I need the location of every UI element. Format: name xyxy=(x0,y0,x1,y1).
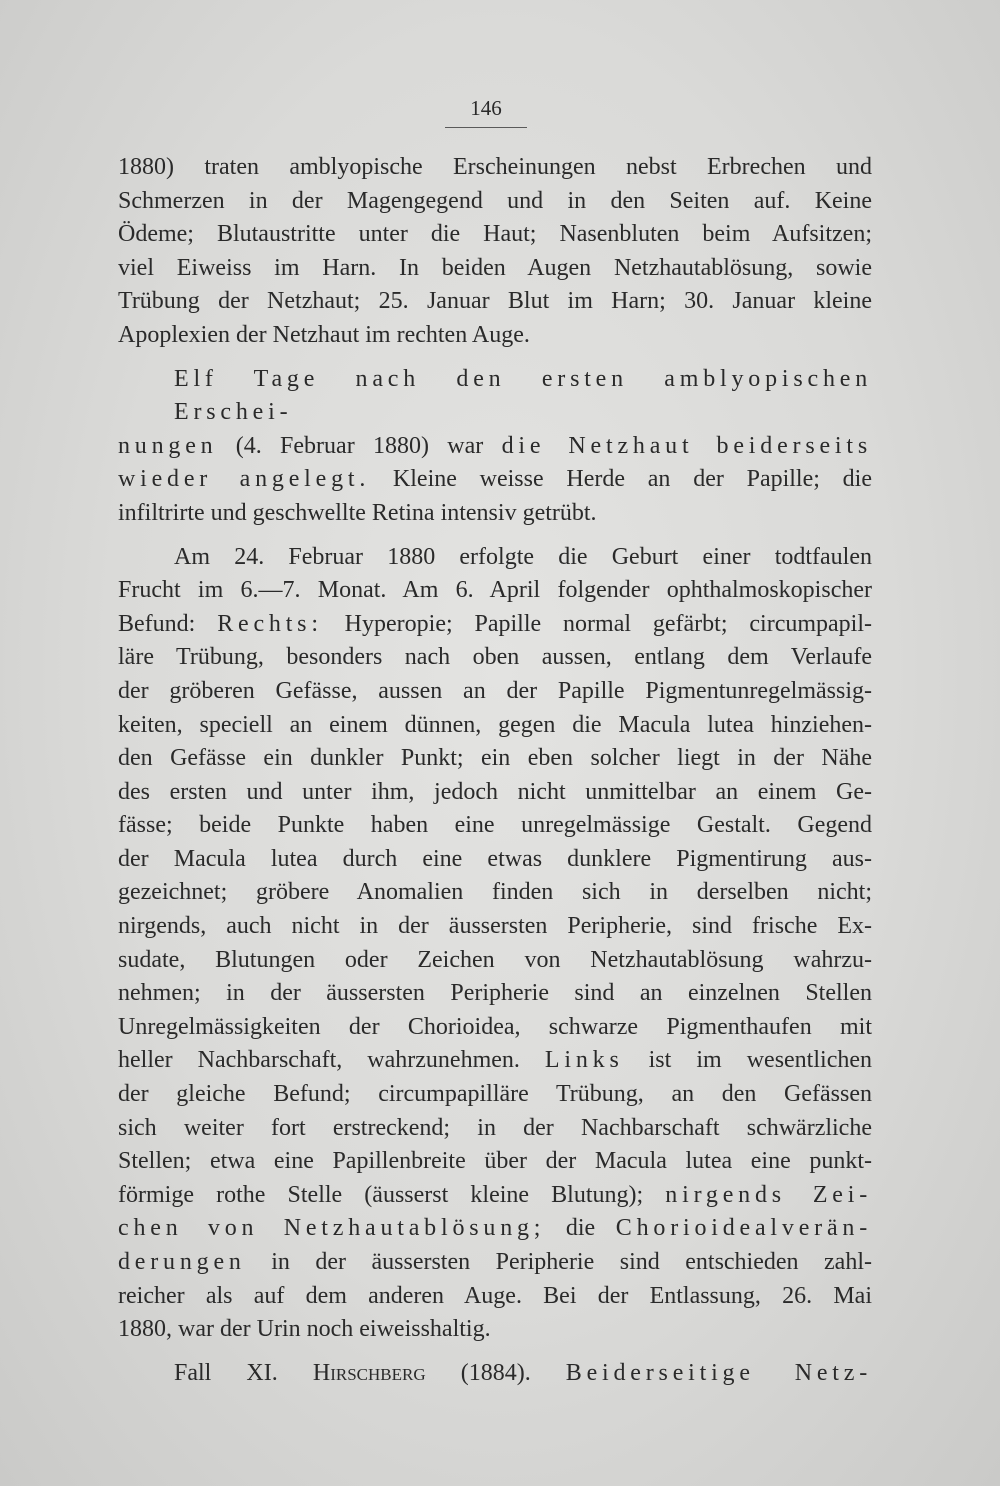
text-segment: (4. Februar 1880) war xyxy=(217,432,502,459)
body-text xyxy=(118,151,872,1390)
text-segment: sudate, Blutungen oder Zeichen von Netzhautablösung wahrzu- xyxy=(118,946,872,973)
spaced-emphasis: die Netzhaut beiderseits xyxy=(501,432,872,459)
text-segment: Befund: xyxy=(118,610,218,637)
text-line xyxy=(118,675,872,709)
text-segment: in der äussersten Peripherie sind entschieden zahl- xyxy=(245,1249,872,1275)
text-line xyxy=(118,285,872,319)
text-segment: gezeichnet; gröbere Anomalien finden sich in derselben nicht; xyxy=(118,879,872,906)
text-segment: Hyperopie; Papille normal gefärbt; circumpapil- xyxy=(322,610,872,637)
text-line xyxy=(118,1280,872,1314)
text-line xyxy=(118,1044,872,1078)
text-segment: förmige rothe Stelle (äusserst kleine Blutung); xyxy=(118,1181,666,1208)
text-segment: keiten, speciell an einem dünnen, gegen die Macula lutea hinziehen- xyxy=(118,711,872,738)
text-segment: den Gefässe ein dunkler Punkt; ein eben solcher liegt in der Nähe xyxy=(118,745,872,772)
spaced-emphasis: derungen xyxy=(118,1249,246,1275)
text-segment: Unregelmässigkeiten der Chorioidea, schwarze Pigmenthaufen mit xyxy=(118,1013,872,1040)
spaced-emphasis: Elf Tage nach den ersten amblyopischen Erschei- xyxy=(174,365,872,426)
text-segment: Stellen; etwa eine Papillenbreite über der Macula lutea eine punkt- xyxy=(118,1148,872,1175)
spaced-emphasis: Rechts: xyxy=(217,610,323,637)
text-segment: des ersten und unter ihm, jedoch nicht unmittelbar an einem Ge- xyxy=(118,778,872,805)
text-line xyxy=(118,1313,872,1347)
spaced-emphasis: nungen xyxy=(118,432,218,459)
text-segment: die xyxy=(545,1215,616,1242)
spaced-emphasis: Chorioidealverän- xyxy=(615,1215,872,1242)
paragraph xyxy=(118,151,872,353)
text-segment: Apoplexien der Netzhaut im rechten Auge. xyxy=(118,321,530,348)
text-line xyxy=(118,363,872,430)
text-segment: sich weiter fort erstreckend; in der Nachbarschaft schwärzliche xyxy=(118,1114,872,1141)
text-line xyxy=(118,944,872,978)
text-line xyxy=(118,151,872,185)
text-segment: 1880) traten amblyopische Erscheinungen nebst Erbrechen und xyxy=(118,154,872,180)
text-line xyxy=(118,1145,872,1179)
text-segment: 1880, war der Urin noch eiweisshaltig. xyxy=(118,1316,491,1343)
text-segment: Kleine weisse Herde an der Papille; die xyxy=(370,466,873,493)
text-segment: Trübung der Netzhaut; 25. Januar Blut im Harn; 30. Januar kleine xyxy=(118,288,872,315)
text-line xyxy=(118,541,872,575)
text-line xyxy=(118,709,872,743)
paragraph xyxy=(118,363,872,531)
text-segment: Fall XI. xyxy=(174,1359,313,1386)
text-line xyxy=(118,1357,872,1391)
text-line xyxy=(118,1179,872,1213)
text-segment: Frucht im 6.—7. Monat. Am 6. April folgender ophthalmoskopischer xyxy=(118,577,872,604)
text-segment: viel Eiweiss im Harn. In beiden Augen Netzhautablösung, sowie xyxy=(118,254,872,281)
paragraph xyxy=(118,541,872,1347)
text-line xyxy=(118,430,872,464)
text-line xyxy=(118,641,872,675)
text-line xyxy=(118,742,872,776)
page-number: 146 xyxy=(470,96,502,120)
text-line xyxy=(118,977,872,1011)
text-segment: fässe; beide Punkte haben eine unregelmässige Gestalt. Gegend xyxy=(118,812,872,839)
text-line xyxy=(118,1246,872,1280)
page-number-rule xyxy=(445,127,527,128)
text-line xyxy=(118,910,872,944)
spaced-emphasis: nirgends Zei- xyxy=(665,1181,873,1208)
spaced-emphasis: chen von Netzhautablösung; xyxy=(118,1215,546,1242)
text-line xyxy=(118,1212,872,1246)
text-segment: Am 24. Februar 1880 erfolgte die Geburt einer todtfaulen xyxy=(174,543,872,570)
text-line xyxy=(118,574,872,608)
text-line xyxy=(118,185,872,219)
text-line xyxy=(118,252,872,286)
text-line xyxy=(118,1078,872,1112)
text-segment: Schmerzen in der Magengegend und in den Seiten auf. Keine xyxy=(118,187,872,214)
text-line xyxy=(118,497,872,531)
spaced-emphasis: Links xyxy=(544,1047,624,1074)
text-line xyxy=(118,218,872,252)
paragraph xyxy=(118,1357,872,1391)
text-segment: Ödeme; Blutaustritte unter die Haut; Nasenbluten beim Aufsitzen; xyxy=(118,221,872,248)
text-line xyxy=(118,809,872,843)
text-segment: heller Nachbarschaft, wahrzunehmen. xyxy=(118,1047,545,1074)
text-segment: nehmen; in der äussersten Peripherie sind an einzelnen Stellen xyxy=(118,980,872,1007)
text-segment: nirgends, auch nicht in der äussersten Peripherie, sind frische Ex- xyxy=(118,913,872,940)
text-segment: ist im wesentlichen xyxy=(623,1047,872,1074)
spaced-emphasis: wieder angelegt. xyxy=(118,466,371,493)
text-segment: infiltrirte und geschwellte Retina intensiv getrübt. xyxy=(118,499,597,526)
spaced-emphasis: Beiderseitige Netz- xyxy=(565,1359,872,1386)
text-line xyxy=(118,876,872,910)
text-segment: reicher als auf dem anderen Auge. Bei der Entlassung, 26. Mai xyxy=(118,1282,872,1309)
text-segment: der gröberen Gefässe, aussen an der Papille Pigmentunregelmässig- xyxy=(118,677,872,704)
text-line xyxy=(118,1112,872,1146)
text-segment: der gleiche Befund; circumpapilläre Trübung, an den Gefässen xyxy=(118,1081,872,1108)
text-line xyxy=(118,608,872,642)
text-line xyxy=(118,776,872,810)
text-line xyxy=(118,319,872,353)
text-line xyxy=(118,843,872,877)
text-segment: der Macula lutea durch eine etwas dunklere Pigmentirung aus- xyxy=(118,845,872,872)
text-segment: (1884). xyxy=(425,1359,566,1386)
author-name: Hirschberg xyxy=(312,1359,426,1386)
text-segment: läre Trübung, besonders nach oben aussen, entlang dem Verlaufe xyxy=(118,644,872,671)
text-line xyxy=(118,1011,872,1045)
text-line xyxy=(118,463,872,497)
